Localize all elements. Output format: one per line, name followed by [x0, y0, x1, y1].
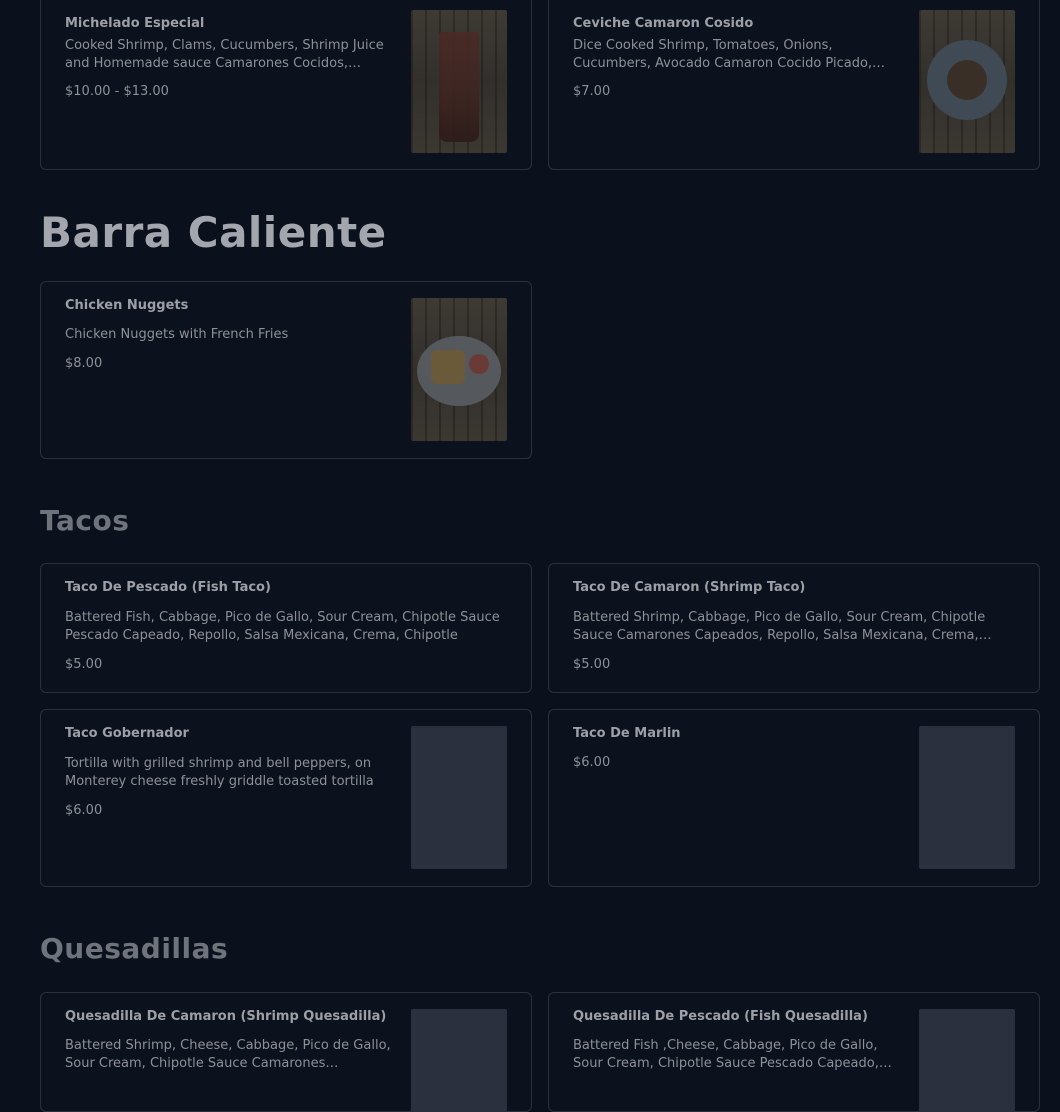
- item-description: Battered Fish ,Cheese, Cabbage, Pico de Gallo, Sour Cream, Chipotle Sauce Pescado Capeado,: [573, 1038, 879, 1071]
- item-name: Taco De Camaron (Shrimp Taco): [573, 580, 806, 595]
- quesadilla-camaron-image-placeholder: [411, 1009, 507, 1112]
- taco-marlin-image-placeholder: [919, 726, 1015, 869]
- item-name: Taco De Marlin: [573, 726, 681, 741]
- menu-item-ceviche-camaron-cosido[interactable]: [548, 0, 1040, 170]
- ceviche-photo: [919, 10, 1015, 153]
- item-description: Dice Cooked Shrimp, Tomatoes, Onions, Cucumbers, Avocado Camaron Cocido Picado,: [573, 38, 873, 71]
- menu-item-chicken-nuggets[interactable]: [40, 281, 532, 459]
- item-price: $7.00: [573, 84, 611, 99]
- item-price: $5.00: [65, 657, 103, 672]
- menu-item-quesadilla-de-camaron[interactable]: [40, 992, 532, 1112]
- menu-item-taco-de-marlin[interactable]: [548, 709, 1040, 887]
- nuggets-photo: [411, 298, 507, 441]
- item-price: $5.00: [573, 657, 611, 672]
- section-title-tacos: Tacos: [40, 504, 130, 537]
- section-title-quesadillas: Quesadillas: [40, 932, 229, 965]
- section-title-barra-caliente: Barra Caliente: [40, 208, 387, 257]
- item-name: Quesadilla De Pescado (Fish Quesadilla): [573, 1009, 868, 1024]
- item-name: Quesadilla De Camaron (Shrimp Quesadilla): [65, 1009, 387, 1024]
- menu-item-taco-gobernador[interactable]: [40, 709, 532, 887]
- menu-item-taco-de-camaron[interactable]: [548, 563, 1040, 693]
- item-name: Michelado Especial: [65, 16, 205, 31]
- item-name: Ceviche Camaron Cosido: [573, 16, 754, 31]
- item-description: Battered Shrimp, Cabbage, Pico de Gallo, Sour Cream, Chipotle Sauce Camarones Capeados, Repollo, Salsa Mexicana, Crema,: [573, 610, 986, 643]
- item-name: Taco De Pescado (Fish Taco): [65, 580, 271, 595]
- item-price: $6.00: [573, 755, 611, 770]
- quesadilla-pescado-image-placeholder: [919, 1009, 1015, 1112]
- item-description: Cooked Shrimp, Clams, Cucumbers, Shrimp Juice and Homemade sauce Camarones Cocidos,: [65, 38, 384, 71]
- item-price: $10.00 - $13.00: [65, 84, 169, 99]
- menu-item-quesadilla-de-pescado[interactable]: [548, 992, 1040, 1112]
- item-name: Taco Gobernador: [65, 726, 189, 741]
- michelado-photo: [411, 10, 507, 153]
- taco-gobernador-image-placeholder: [411, 726, 507, 869]
- item-price: $8.00: [65, 356, 103, 371]
- item-description: Chicken Nuggets with French Fries: [65, 327, 289, 342]
- item-price: $6.00: [65, 803, 103, 818]
- item-name: Chicken Nuggets: [65, 298, 189, 313]
- menu-item-taco-de-pescado[interactable]: [40, 563, 532, 693]
- item-description: Battered Shrimp, Cheese, Cabbage, Pico de Gallo, Sour Cream, Chipotle Sauce Camarones: [65, 1038, 391, 1071]
- menu-item-michelado-especial[interactable]: [40, 0, 532, 170]
- item-description: Battered Fish, Cabbage, Pico de Gallo, Sour Cream, Chipotle Sauce Pescado Capeado, Repollo, Salsa Mexicana, Crema, Chipotle: [65, 610, 500, 643]
- item-description: Tortilla with grilled shrimp and bell peppers, on Monterey cheese freshly griddle toasted tortilla: [65, 756, 374, 789]
